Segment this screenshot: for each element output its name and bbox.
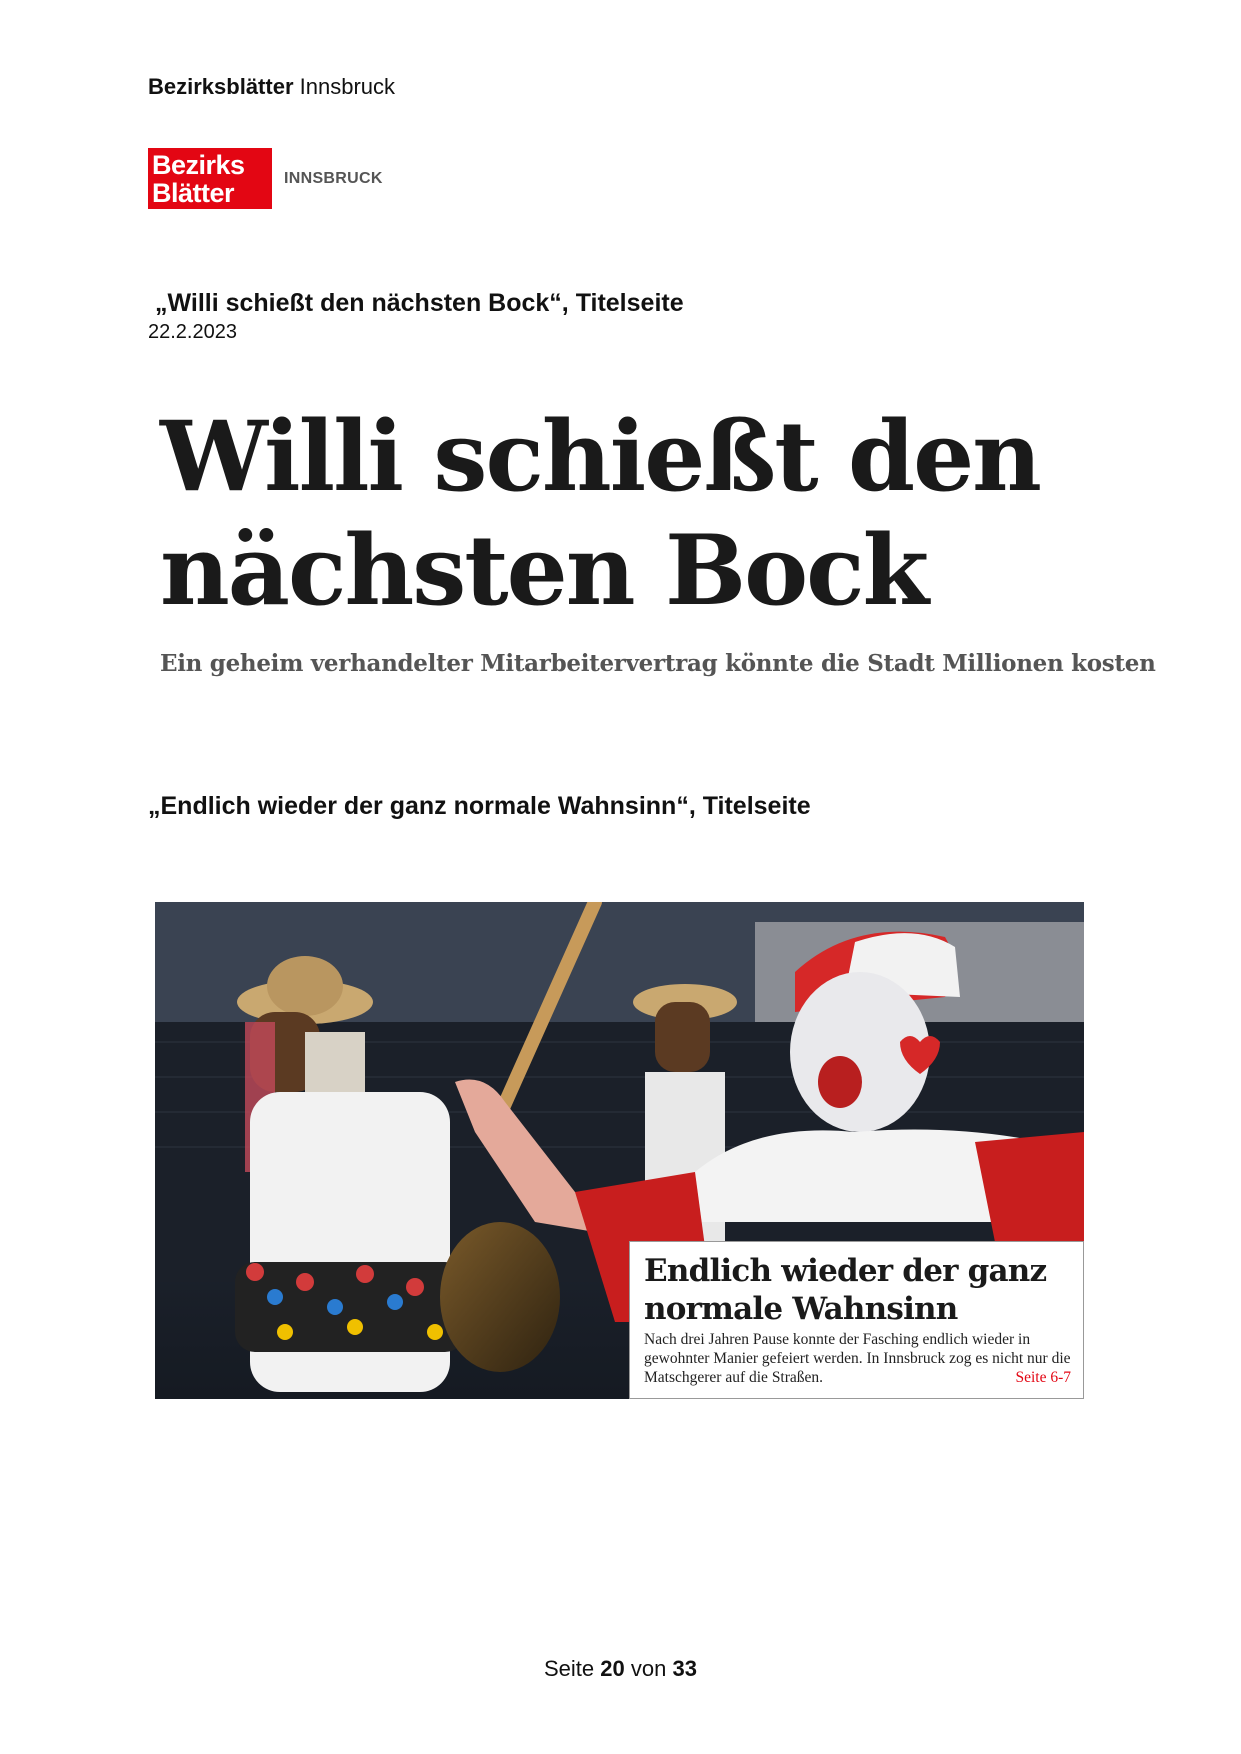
article1-caption: „Willi schießt den nächsten Bock“, Titelseite (155, 289, 684, 317)
footer-total-pages: 33 (672, 1656, 697, 1681)
article2-caption: „Endlich wieder der ganz normale Wahnsinn“, Titelseite (148, 792, 811, 820)
footer-page-number: 20 (600, 1656, 625, 1681)
article1-headline (160, 400, 1100, 628)
article2-teaser-title-line2: normale Wahnsinn (644, 1291, 958, 1327)
article2-teaser-body: Nach drei Jahren Pause konnte der Fasching endlich wieder in gewohnter Manier gefeiert werden. In Innsbruck zog es nicht nur die Matschgerer auf die Straßen. (644, 1331, 1071, 1386)
article1-headline-line2: nächsten Bock (160, 514, 928, 627)
article2-teaser-title-line1: Endlich wieder der ganz (644, 1253, 1047, 1289)
header-brand: Bezirksblätter (148, 74, 294, 99)
footer-prefix: Seite (544, 1656, 595, 1681)
article2-teaser-page-ref: Seite 6-7 (1015, 1369, 1071, 1386)
article1-subline: Ein geheim verhandelter Mitarbeitervertrag könnte die Stadt Millionen kosten (160, 650, 1156, 677)
article2-teaser-box (629, 1241, 1084, 1399)
article2-teaser-text (644, 1330, 1071, 1387)
footer-separator: von (630, 1656, 667, 1681)
article1-headline-line1: Willi schießt den (160, 400, 1040, 513)
header-city: Innsbruck (299, 74, 396, 99)
article2-teaser-title (644, 1252, 1071, 1328)
page-footer (0, 1656, 1241, 1682)
logo-mark (148, 148, 272, 209)
article1-clipping (160, 400, 1156, 677)
logo-city: INNSBRUCK (284, 169, 383, 187)
bezirksblaetter-logo (148, 148, 383, 209)
document-header (148, 74, 395, 100)
logo-line2: Blätter (152, 178, 235, 208)
logo-line1: Bezirks (152, 150, 245, 180)
article1-date: 22.2.2023 (148, 321, 237, 343)
